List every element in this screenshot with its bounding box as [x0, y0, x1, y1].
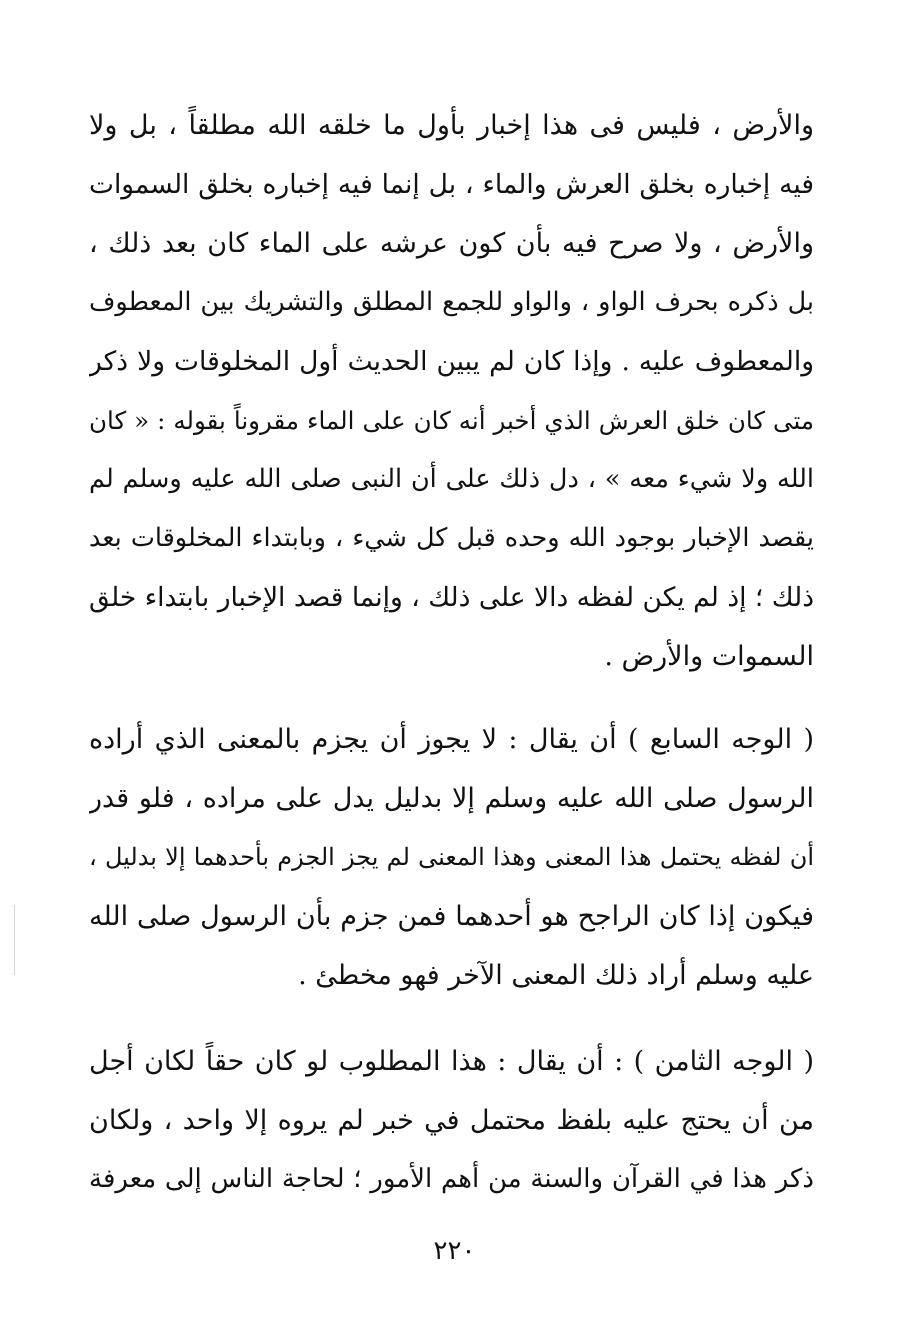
text-line: ( الوجه الثامن ) : أن يقال : هذا المطلوب لو كان حقاً لكان أجل [89, 1046, 814, 1077]
paragraph-1 [89, 96, 814, 686]
text-line: ذكر هذا في القرآن والسنة من أهم الأمور ؛ لحاجة الناس إلى معرفة [89, 1164, 814, 1194]
text-line: فيه إخباره بخلق العرش والماء ، بل إنما فيه إخباره بخلق السموات [89, 169, 814, 200]
text-line: متى كان خلق العرش الذي أخبر أنه كان على الماء مقروناً بقوله : « كان [89, 406, 814, 435]
text-line: من أن يحتج عليه بلفظ محتمل في خبر لم يروه إلا واحد ، ولكان [89, 1105, 814, 1136]
text-line: ( الوجه السابع ) أن يقال : لا يجوز أن يجزم بالمعنى الذي أراده [89, 724, 814, 755]
text-line: الرسول صلى الله عليه وسلم إلا بدليل يدل على مراده ، فلو قدر [89, 783, 814, 814]
text-line: السموات والأرض . [604, 641, 814, 672]
text-line: أن لفظه يحتمل هذا المعنى وهذا المعنى لم يجز الجزم بأحدهما إلا بدليل ، [89, 843, 814, 871]
paragraph-3 [89, 1032, 814, 1209]
text-line: ذلك ؛ إذ لم يكن لفظه دالا على ذلك ، وإنما قصد الإخبار بابتداء خلق [89, 582, 814, 613]
paragraph-2 [89, 710, 814, 1005]
text-line: والأرض ، ولا صرح فيه بأن كون عرشه على الماء كان بعد ذلك ، [89, 228, 814, 259]
page-number: ٢٢٠ [433, 1236, 476, 1266]
text-line: يقصد الإخبار بوجود الله وحده قبل كل شيء ، وبابتداء المخلوقات بعد [89, 523, 814, 553]
text-line: فيكون إذا كان الراجح هو أحدهما فمن جزم بأن الرسول صلى الله [89, 901, 814, 932]
text-line: بل ذكره بحرف الواو ، والواو للجمع المطلق والتشريك بين المعطوف [89, 287, 814, 317]
text-line: الله ولا شيء معه » ، دل ذلك على أن النبى صلى الله عليه وسلم لم [89, 464, 814, 494]
scan-margin-mark [14, 905, 15, 975]
text-line: عليه وسلم أراد ذلك المعنى الآخر فهو مخطئ . [298, 960, 814, 991]
text-line: والمعطوف عليه . وإذا كان لم يبين الحديث أول المخلوقات ولا ذكر [89, 346, 814, 377]
text-line: والأرض ، فليس فى هذا إخبار بأول ما خلقه الله مطلقاً ، بل ولا [89, 110, 814, 141]
